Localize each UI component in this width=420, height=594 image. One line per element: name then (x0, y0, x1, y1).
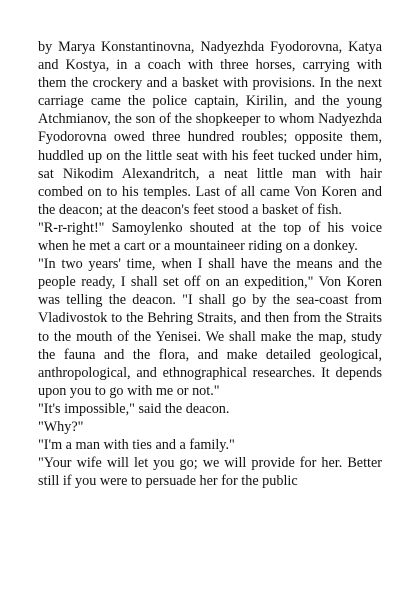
paragraph-deacon-reply: "It's impossible," said the deacon. (38, 400, 230, 417)
paragraph-journey-description: by Marya Konstantinovna, Nadyezhda Fyodorovna, Katya and Kostya, in a coach with three horses, carrying with them the crockery and a basket with provisions. In the next carriage came the police captain, Kirilin, and the young Atchmianov, the son of the shopkeeper to whom Nadyezhda Fyodorovna owed three hundred roubles; opposite them, huddled up on the little seat with his feet tucked under him, sat Nikodim Alexandritch, a neat little man with hair combed on to his temples. Last of all came Von Koren and the deacon; at the deacon's feet stood a basket of fish. (38, 39, 382, 218)
paragraph-ties-family: "I'm a man with ties and a family." (38, 437, 235, 454)
paragraph-von-koren-expedition: "In two years' time, when I shall have the means and the people ready, I shall set off on an expedition," Von Koren was telling the deacon. "I shall go by the sea-coast from Vladivostok to the Behring Straits, and then from the Straits to the mouth of the Yenisei. We shall make the map, study the fauna and the flora, and make detailed geological, anthropological, and ethnographical researches. It depends upon you to go with me or not." (38, 256, 382, 399)
paragraph-wife-provide: "Your wife will let you go; we will provide for her. Better still if you were to persuade her for the public (38, 455, 382, 490)
paragraph-samoylenko-shout: "R-r-right!" Samoylenko shouted at the top of his voice when he met a cart or a mountaineer riding on a donkey. (38, 219, 382, 255)
paragraph-why: "Why?" (38, 418, 84, 435)
book-page-text (38, 38, 382, 490)
